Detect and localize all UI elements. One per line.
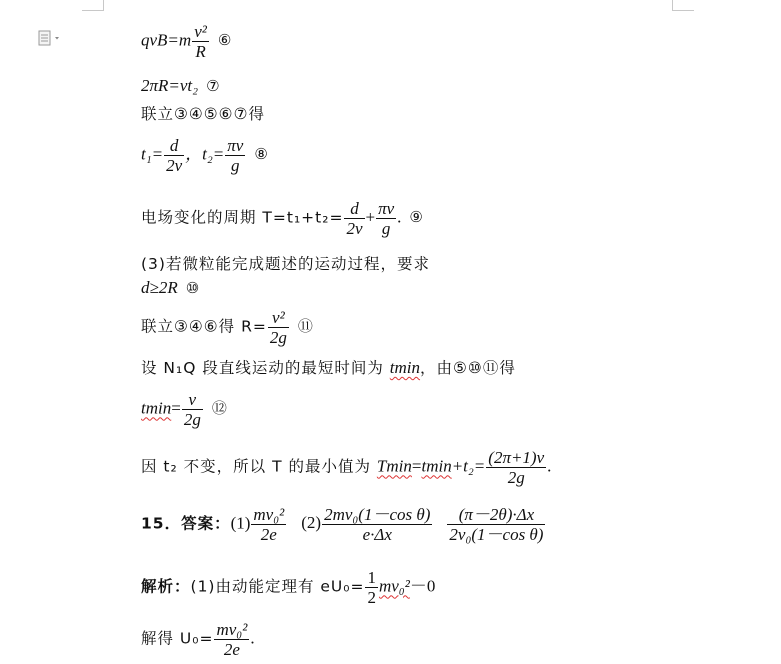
answer-15-label: 15．答案： bbox=[141, 514, 231, 533]
eq8-number: ⑧ bbox=[254, 145, 268, 164]
min-period-equation bbox=[141, 448, 551, 487]
eq9-number: ⑨ bbox=[409, 208, 423, 227]
analysis-end: －0 bbox=[409, 576, 436, 596]
eq11-text: 联立③④⑥得 R= bbox=[141, 317, 267, 336]
analysis-line bbox=[141, 568, 435, 607]
page-corner-mark-right bbox=[672, 10, 694, 11]
eq6-fraction bbox=[192, 22, 209, 61]
answer-15-f2-den: e·Δx bbox=[362, 525, 392, 544]
eq8-fraction-1 bbox=[164, 136, 184, 175]
solve-num: mv₀² bbox=[216, 620, 248, 639]
eq9-plus: + bbox=[365, 207, 376, 227]
page-corner-mark-right-vertical bbox=[672, 0, 673, 11]
answer-15-f3-num: (π－2θ)·Δx bbox=[447, 505, 545, 525]
part3-requirement bbox=[141, 254, 430, 274]
page-corner-mark-left-vertical bbox=[103, 0, 104, 11]
solve-den: 2e bbox=[223, 640, 240, 659]
eq12-equals: = bbox=[171, 398, 181, 418]
solve-fraction bbox=[214, 620, 249, 659]
eq9-fraction-1 bbox=[344, 199, 364, 238]
min-period-tmin: tmin bbox=[421, 456, 452, 476]
eq6-number: ⑥ bbox=[217, 31, 232, 50]
combine-text-1-content: 联立③④⑤⑥⑦得 bbox=[141, 105, 265, 123]
shortest-time-post: ，由⑤⑩⑪得 bbox=[420, 359, 516, 377]
eq6-lhs: qvB=m bbox=[141, 30, 192, 50]
equation-7 bbox=[141, 76, 220, 96]
answer-15-f3-den: 2v₀(1－cos θ) bbox=[449, 525, 544, 544]
eq12-tmin: tmin bbox=[141, 398, 172, 418]
shortest-time-tmin: tmin bbox=[389, 358, 421, 377]
solve-line bbox=[141, 620, 255, 659]
analysis-half-den: 2 bbox=[367, 588, 376, 607]
eq9-f1-num: d bbox=[344, 199, 364, 219]
eq9-f1-den: 2v bbox=[346, 219, 363, 238]
eq9-f2-den: g bbox=[381, 219, 391, 238]
eq7-text: 2πR=vt₂ bbox=[141, 76, 199, 95]
min-period-plus: +t₂= bbox=[451, 456, 486, 476]
eq12-number: ⑫ bbox=[211, 399, 227, 418]
eq10-number: ⑩ bbox=[185, 279, 200, 297]
eq10-text: d≥2R bbox=[141, 278, 178, 297]
answer-15-fraction-3 bbox=[447, 505, 545, 544]
eq8-t1: t₁= bbox=[141, 144, 164, 164]
min-period-den: 2g bbox=[507, 468, 525, 487]
eq9-text: 电场变化的周期 T=t₁+t₂= bbox=[141, 208, 344, 227]
paste-options-icon[interactable] bbox=[38, 30, 64, 46]
eq8-fraction-2 bbox=[225, 136, 245, 175]
eq9-fraction-2 bbox=[376, 199, 396, 238]
answer-15-fraction-1 bbox=[251, 505, 286, 544]
page-corner-mark-left bbox=[82, 10, 104, 11]
eq11-num: v² bbox=[268, 308, 289, 328]
eq12-den: 2g bbox=[183, 410, 201, 429]
analysis-label: 解析： bbox=[141, 577, 191, 596]
eq11-den: 2g bbox=[269, 328, 287, 347]
eq8-f2-den: g bbox=[231, 156, 240, 175]
equation-6 bbox=[141, 22, 231, 61]
answer-15-fraction-2 bbox=[322, 505, 432, 544]
eq8-f1-den: 2v bbox=[166, 156, 183, 175]
min-period-fraction bbox=[486, 448, 546, 487]
equation-11 bbox=[141, 308, 313, 347]
min-period-Tmin: Tmin bbox=[376, 456, 412, 476]
eq8-f2-num: πv bbox=[227, 136, 244, 155]
answer-15-f1-num: mv₀² bbox=[253, 505, 285, 524]
analysis-text: (1)由动能定理有 eU₀= bbox=[190, 577, 365, 596]
eq12-fraction bbox=[182, 390, 203, 429]
min-period-pre: 因 t₂ 不变，所以 T 的最小值为 bbox=[141, 457, 377, 476]
eq7-number: ⑦ bbox=[206, 77, 220, 95]
eq9-end: . bbox=[397, 207, 402, 227]
equation-8 bbox=[141, 136, 268, 175]
equation-12 bbox=[141, 390, 227, 429]
shortest-time-text bbox=[141, 358, 516, 378]
eq9-f2-num: πv bbox=[378, 199, 395, 218]
answer-15 bbox=[141, 505, 546, 544]
shortest-time-pre: 设 N₁Q 段直线运动的最短时间为 bbox=[141, 359, 390, 377]
eq6-numerator: v² bbox=[194, 22, 207, 41]
eq8-f1-num: d bbox=[164, 136, 184, 156]
eq11-fraction bbox=[268, 308, 289, 347]
eq8-mid: ，t₂= bbox=[185, 144, 225, 164]
analysis-half-num: 1 bbox=[367, 568, 376, 587]
solve-text: 解得 U₀= bbox=[141, 629, 214, 648]
equation-9 bbox=[141, 199, 423, 238]
part3-requirement-text: (3)若微粒能完成题述的运动过程，要求 bbox=[141, 255, 430, 273]
analysis-mv: mv₀² bbox=[378, 576, 410, 596]
eq11-number: ⑪ bbox=[297, 317, 313, 336]
answer-15-part1: (1) bbox=[230, 513, 251, 533]
answer-15-f1-den: 2e bbox=[260, 525, 277, 544]
combine-text-1 bbox=[141, 104, 265, 124]
min-period-num: (2π+1)v bbox=[488, 448, 545, 467]
answer-15-part2: (2) bbox=[301, 513, 322, 533]
min-period-end: . bbox=[547, 456, 552, 476]
analysis-half bbox=[365, 568, 378, 607]
equation-10 bbox=[141, 278, 199, 298]
eq6-denominator: R bbox=[195, 42, 206, 61]
min-period-equals: = bbox=[411, 456, 422, 476]
eq12-num: v bbox=[182, 390, 203, 410]
solve-end: . bbox=[250, 628, 255, 648]
answer-15-f2-num: 2mv₀(1－cos θ) bbox=[324, 505, 431, 524]
